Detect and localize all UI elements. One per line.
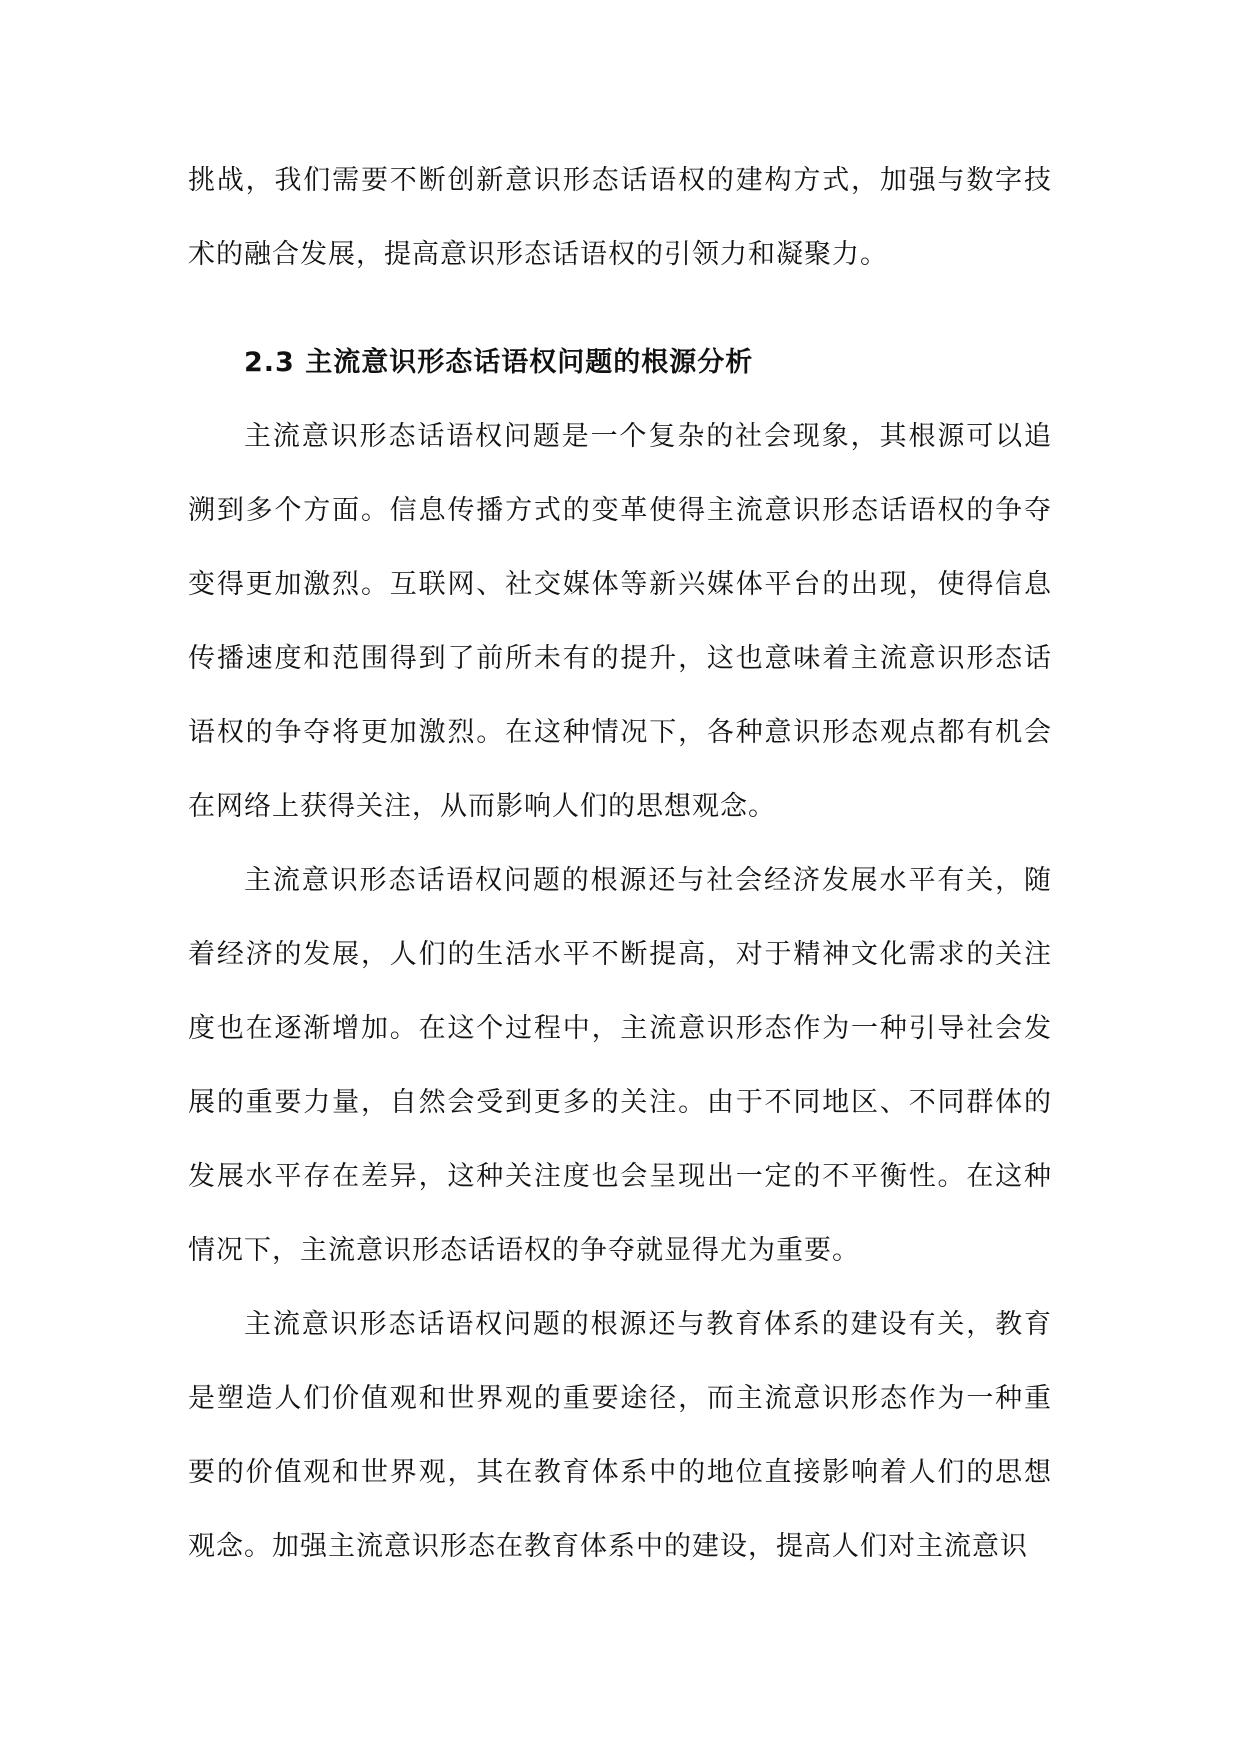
paragraph: 主流意识形态话语权问题是一个复杂的社会现象，其根源可以追溯到多个方面。信息传播方式的变革使得主流意识形态话语权的争夺变得更加激烈。互联网、社交媒体等新兴媒体平台的出现，使得信息传播速度和范围得到了前所未有的提升，这也意味着主流意识形态话语权的争夺将更加激烈。在这种情况下，各种意识形态观点都有机会在网络上获得关注，从而影响人们的思想观念。 bbox=[188, 421, 1052, 822]
paragraph-continued: 挑战，我们需要不断创新意识形态话语权的建构方式，加强与数字技术的融合发展，提高意识形态话语权的引领力和凝聚力。 bbox=[188, 165, 1052, 270]
section-heading: 2.3 主流意识形态话语权问题的根源分析 bbox=[244, 347, 754, 378]
paragraph: 主流意识形态话语权问题的根源还与教育体系的建设有关，教育是塑造人们价值观和世界观的重要途径，而主流意识形态作为一种重要的价值观和世界观，其在教育体系中的地位直接影响着人们的思想观念。加强主流意识形态在教育体系中的建设，提高人们对主流意识 bbox=[188, 1309, 1052, 1562]
document-body bbox=[188, 144, 1052, 1584]
paragraph: 主流意识形态话语权问题的根源还与社会经济发展水平有关，随着经济的发展，人们的生活水平不断提高，对于精神文化需求的关注度也在逐渐增加。在这个过程中，主流意识形态作为一种引导社会发展的重要力量，自然会受到更多的关注。由于不同地区、不同群体的发展水平存在差异，这种关注度也会呈现出一定的不平衡性。在这种情况下，主流意识形态话语权的争夺就显得尤为重要。 bbox=[188, 865, 1052, 1266]
